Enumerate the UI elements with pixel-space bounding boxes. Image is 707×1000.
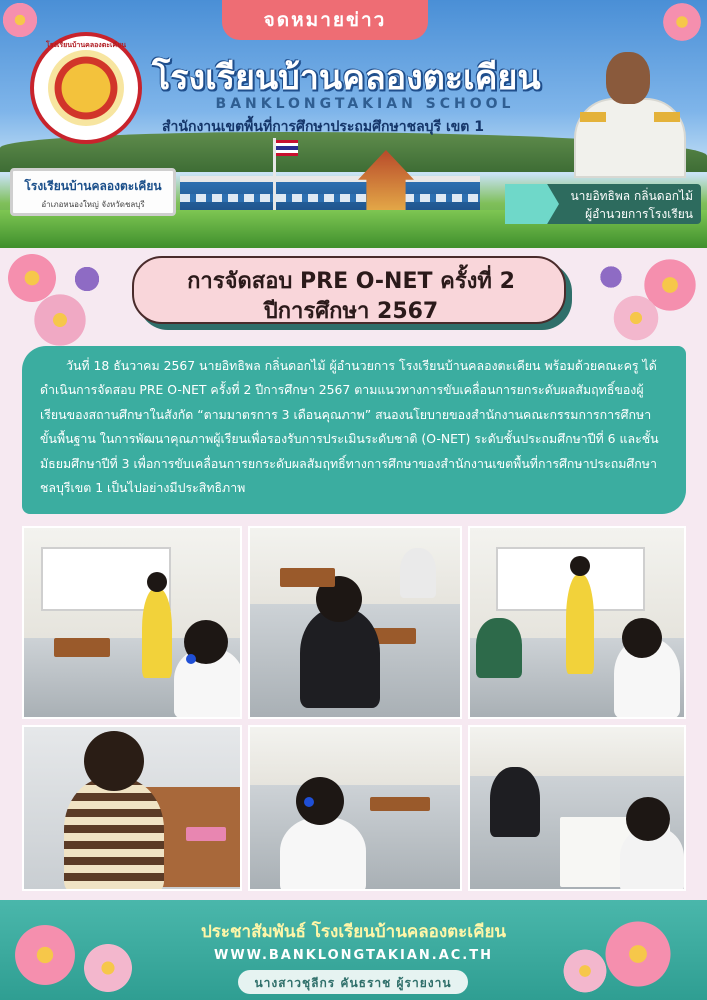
pencil-case-icon (186, 827, 226, 841)
school-name-thai: โรงเรียนบ้านคลองตะเคียน (152, 58, 541, 98)
student-figure (476, 618, 522, 678)
director-role: ผู้อำนวยการโรงเรียน (585, 207, 693, 221)
shoulder-board-right (654, 112, 680, 122)
student-figure (300, 608, 380, 708)
classroom-wall (250, 727, 460, 785)
footer-title: ประชาสัมพันธ์ โรงเรียนบ้านคลองตะเคียน (200, 922, 507, 942)
teacher-figure (566, 574, 594, 674)
thai-flag-icon (276, 140, 298, 156)
logo-ring-text: โรงเรียนบ้านคลองตะเคียน (46, 41, 126, 49)
exam-photo-2 (248, 526, 462, 719)
person-head (622, 618, 662, 658)
exam-photo-4 (22, 725, 242, 891)
person-head (570, 556, 590, 576)
student-figure (490, 767, 540, 837)
flower-decoration-icon (0, 0, 40, 40)
title-line-2: ปีการศึกษา 2567 (263, 299, 439, 324)
flower-decoration-icon (30, 290, 90, 350)
reporter-name: นางสาวชุลีกร คันธราช ผู้รายงาน (254, 976, 452, 990)
exam-photo-3 (468, 526, 686, 719)
school-desk (54, 638, 110, 657)
leaf-decoration-icon (596, 262, 626, 292)
logo-emblem-icon (48, 50, 124, 126)
reporter-pill (238, 970, 468, 994)
director-nameplate (505, 184, 701, 224)
person-head (147, 572, 167, 592)
news-body-text: วันที่ 18 ธันวาคม 2567 นายอิทธิพล กลิ่นดอกไม้ ผู้อำนวยการ โรงเรียนบ้านคลองตะเคียน พร้อมด้วยคณะครู ได้ดำเนินการจัดสอบ PRE O-NET ครั้งที่ 2 ปีการศึกษา 2567 ตามแนวทางการขับเคลื่อนการยกระดับผลสัมฤทธิ์ของผู้เรียนของสถานศึกษาในสังกัด “ตามมาตรการ 3 เดือนคุณภาพ” สนองนโยบายของสำนักงานคณะกรรมการการศึกษาขั้นพื้นฐาน ในการพัฒนาคุณภาพผู้เรียนเพื่อรองรับการประเมินระดับชาติ (O-NET) ระดับชั้นประถมศึกษาปีที่ 6 และชั้นมัธยมศึกษาปีที่ 3 เพื่อการขับเคลื่อนการยกระดับผลสัมฤทธิ์ทางการศึกษาของสำนักงานเขตพื้นที่การศึกษาประถมศึกษาชลบุรีเขต 1 เป็นไปอย่างมีประสิทธิภาพ (40, 358, 659, 496)
flower-decoration-icon (660, 0, 704, 44)
student-figure (280, 817, 366, 891)
website-link[interactable]: WWW.BANKLONGTAKIAN.AC.TH (213, 948, 493, 963)
exam-photo-1 (22, 526, 242, 719)
school-signboard (10, 168, 176, 216)
director-head (606, 52, 650, 104)
school-name-english: BANKLONGTAKIAN SCHOOL (215, 96, 515, 112)
exam-photo-5 (248, 725, 462, 891)
school-desk (280, 568, 335, 587)
school-desk (370, 797, 430, 811)
news-title (132, 256, 572, 328)
person-head (626, 797, 670, 841)
flower-decoration-icon (610, 292, 662, 344)
newsletter-badge: จดหมายข่าว (222, 0, 428, 40)
student-figure (400, 548, 436, 598)
director-photo (570, 52, 690, 178)
signboard-subtext: อำเภอหนองใหญ่ จังหวัดชลบุรี (41, 200, 145, 209)
arrow-icon (505, 184, 559, 224)
student-figure (64, 777, 164, 891)
school-logo (30, 32, 142, 144)
person-head (84, 731, 144, 791)
news-body-panel (22, 346, 686, 514)
classroom-wall (470, 727, 684, 776)
title-box (132, 256, 566, 324)
hair-ribbon-icon (304, 797, 314, 807)
exam-photo-6 (468, 725, 686, 891)
title-line-1: การจัดสอบ PRE O-NET ครั้งที่ 2 (187, 269, 515, 294)
director-name: นายอิทธิพล กลิ่นดอกไม้ (570, 189, 693, 203)
education-office: สำนักงานเขตพื้นที่การศึกษาประถมศึกษาชลบุรี เขต 1 (162, 119, 485, 135)
signboard-text: โรงเรียนบ้านคลองตะเคียน (24, 179, 162, 193)
teacher-figure (142, 588, 172, 678)
shoulder-board-left (580, 112, 606, 122)
hair-ribbon-icon (186, 654, 196, 664)
director-uniform (574, 98, 686, 178)
leaf-decoration-icon (70, 262, 104, 296)
